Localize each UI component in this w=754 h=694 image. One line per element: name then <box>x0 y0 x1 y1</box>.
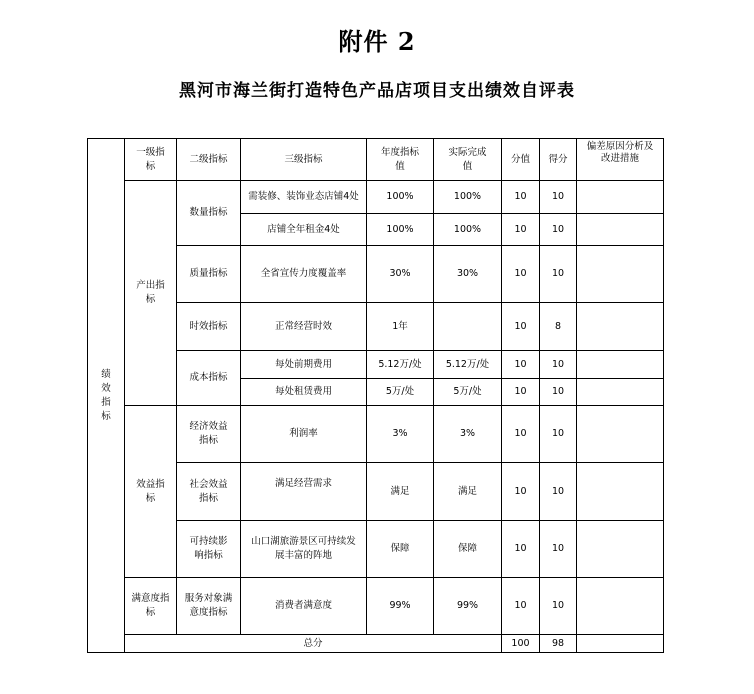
target-value: 满足 <box>367 463 434 521</box>
side-label: 绩效指标 <box>88 139 125 653</box>
total-row <box>88 635 664 653</box>
subgroup-quality: 质量指标 <box>177 246 241 303</box>
deviation-cell <box>577 181 664 214</box>
score: 10 <box>540 578 577 635</box>
subgroup-quantity: 数量指标 <box>177 181 241 246</box>
actual-value: 保障 <box>434 521 502 578</box>
score: 10 <box>540 463 577 521</box>
score: 8 <box>540 303 577 351</box>
target-value: 99% <box>367 578 434 635</box>
score-max: 10 <box>502 521 540 578</box>
deviation-cell <box>577 351 664 379</box>
indicator: 正常经营时效 <box>241 303 367 351</box>
target-value: 5.12万/处 <box>367 351 434 379</box>
score-max: 10 <box>502 379 540 406</box>
deviation-cell <box>577 246 664 303</box>
score: 10 <box>540 246 577 303</box>
actual-value: 5万/处 <box>434 379 502 406</box>
subgroup-sustainable: 可持续影响指标 <box>177 521 241 578</box>
score: 10 <box>540 379 577 406</box>
deviation-cell <box>577 303 664 351</box>
score: 10 <box>540 181 577 214</box>
deviation-cell <box>577 214 664 246</box>
group-benefit: 效益指标 <box>125 406 177 578</box>
page-title: 黑河市海兰街打造特色产品店项目支出绩效自评表 <box>179 81 575 101</box>
score-max: 10 <box>502 406 540 463</box>
score: 10 <box>540 351 577 379</box>
indicator: 店铺全年租金4处 <box>241 214 367 246</box>
score: 10 <box>540 406 577 463</box>
score: 10 <box>540 521 577 578</box>
actual-value: 100% <box>434 214 502 246</box>
header-actual: 实际完成值 <box>434 139 502 181</box>
score-max: 10 <box>502 578 540 635</box>
target-value: 30% <box>367 246 434 303</box>
indicator: 利润率 <box>241 406 367 463</box>
header-level1: 一级指标 <box>125 139 177 181</box>
target-value: 100% <box>367 214 434 246</box>
total-score: 98 <box>540 635 577 653</box>
deviation-cell <box>577 463 664 521</box>
subgroup-service: 服务对象满意度指标 <box>177 578 241 635</box>
actual-value: 3% <box>434 406 502 463</box>
score-max: 10 <box>502 303 540 351</box>
actual-value: 满足 <box>434 463 502 521</box>
subgroup-social: 社会效益指标 <box>177 463 241 521</box>
actual-value: 99% <box>434 578 502 635</box>
deviation-cell <box>577 521 664 578</box>
header-target: 年度指标值 <box>367 139 434 181</box>
score-max: 10 <box>502 463 540 521</box>
actual-value <box>434 303 502 351</box>
score-max: 10 <box>502 246 540 303</box>
target-value: 100% <box>367 181 434 214</box>
score-max: 10 <box>502 181 540 214</box>
target-value: 1年 <box>367 303 434 351</box>
header-deviation: 偏差原因分析及改进措施 <box>577 139 664 181</box>
target-value: 5万/处 <box>367 379 434 406</box>
deviation-cell <box>577 635 664 653</box>
table-row <box>88 406 664 463</box>
attachment-label: 附件 2 <box>338 27 416 56</box>
group-output: 产出指标 <box>125 181 177 406</box>
actual-value: 100% <box>434 181 502 214</box>
group-satisfaction: 满意度指标 <box>125 578 177 635</box>
table-row <box>88 181 664 214</box>
score: 10 <box>540 214 577 246</box>
header-score-max: 分值 <box>502 139 540 181</box>
actual-value: 5.12万/处 <box>434 351 502 379</box>
subgroup-economic: 经济效益指标 <box>177 406 241 463</box>
deviation-cell <box>577 578 664 635</box>
score-max: 10 <box>502 214 540 246</box>
total-label: 总分 <box>125 635 502 653</box>
header-score: 得分 <box>540 139 577 181</box>
indicator: 需装修、装饰业态店铺4处 <box>241 181 367 214</box>
actual-value: 30% <box>434 246 502 303</box>
indicator: 满足经营需求 <box>241 463 367 521</box>
indicator: 每处前期费用 <box>241 351 367 379</box>
target-value: 保障 <box>367 521 434 578</box>
target-value: 3% <box>367 406 434 463</box>
performance-table <box>87 138 664 653</box>
header-level2: 二级指标 <box>177 139 241 181</box>
deviation-cell <box>577 406 664 463</box>
total-max: 100 <box>502 635 540 653</box>
score-max: 10 <box>502 351 540 379</box>
header-row <box>88 139 664 181</box>
indicator: 山口湖旅游景区可持续发展丰富的阵地 <box>241 521 367 578</box>
indicator: 消费者满意度 <box>241 578 367 635</box>
header-level3: 三级指标 <box>241 139 367 181</box>
subgroup-timeliness: 时效指标 <box>177 303 241 351</box>
subgroup-cost: 成本指标 <box>177 351 241 406</box>
deviation-cell <box>577 379 664 406</box>
indicator: 全省宣传力度覆盖率 <box>241 246 367 303</box>
indicator: 每处租赁费用 <box>241 379 367 406</box>
table-row <box>88 578 664 635</box>
